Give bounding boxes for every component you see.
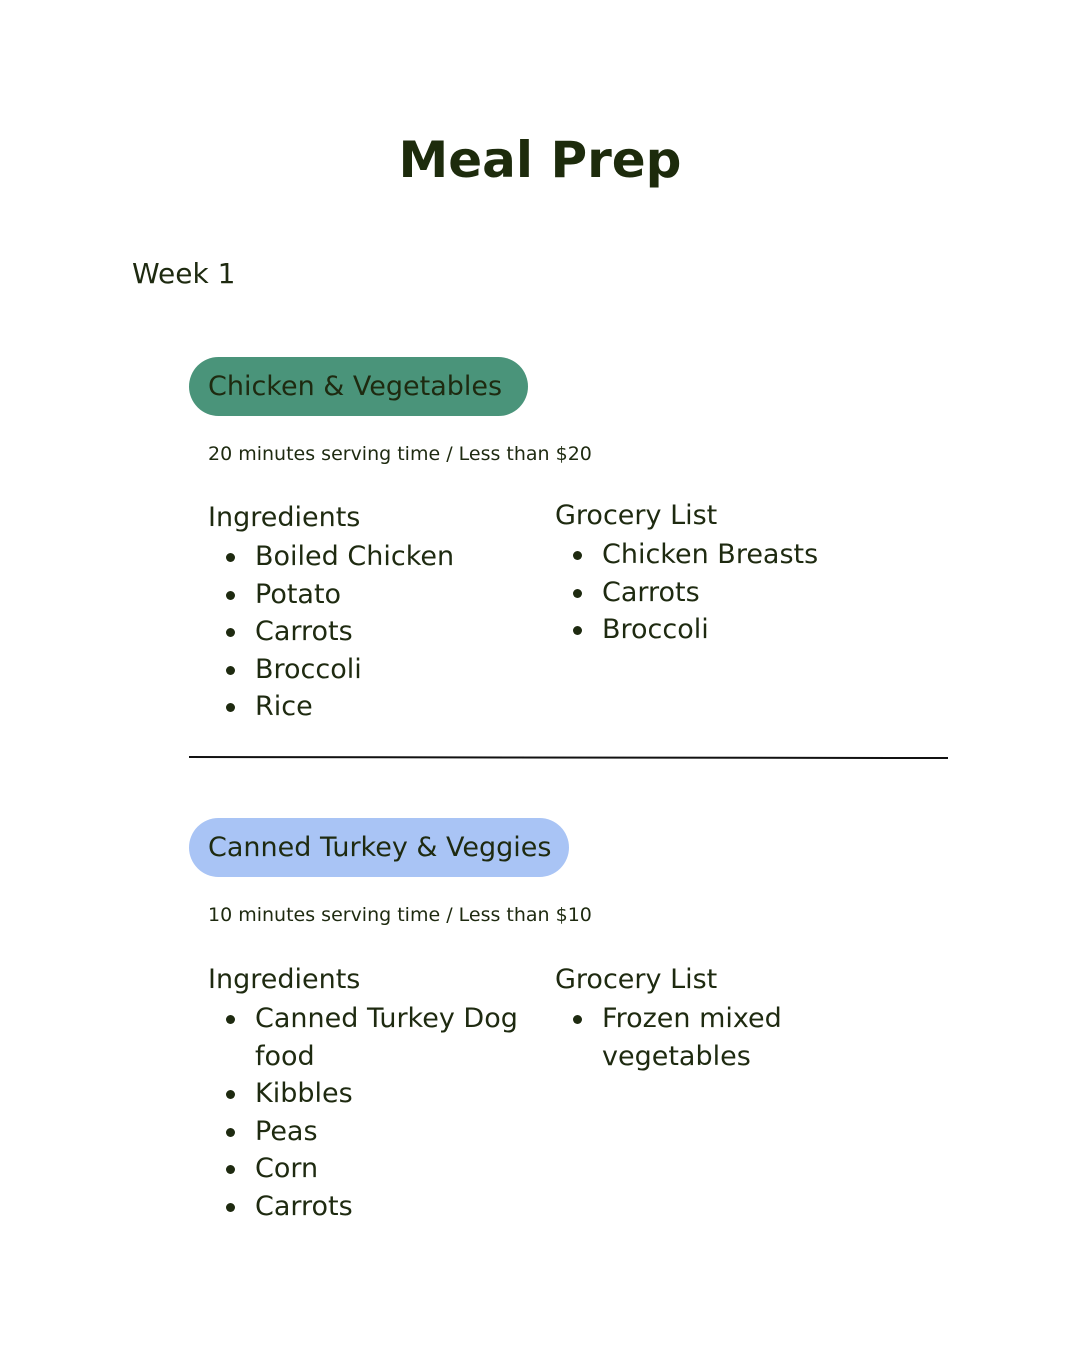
ingredient-item <box>255 651 528 689</box>
bullet-icon <box>573 626 582 635</box>
ingredients-list <box>208 538 528 726</box>
ingredient-item <box>255 1113 538 1151</box>
ingredient-item <box>255 576 528 614</box>
bullet-icon <box>573 1015 582 1024</box>
bullet-icon <box>573 589 582 598</box>
bullet-icon <box>226 628 235 637</box>
ingredients-section-canned-turkey-veggies <box>208 962 538 1225</box>
meal-title-chicken-vegetables: Chicken & Vegetables <box>189 357 528 416</box>
grocery-section-canned-turkey-veggies <box>555 962 815 1075</box>
ingredients-heading: Ingredients <box>208 502 361 533</box>
page-title: Meal Prep <box>398 131 682 189</box>
grocery-label: Chicken Breasts <box>602 539 819 570</box>
ingredient-item <box>255 688 528 726</box>
ingredient-label: Carrots <box>255 1190 353 1222</box>
grocery-item <box>602 611 875 649</box>
grocery-list <box>555 536 875 649</box>
bullet-icon <box>226 666 235 675</box>
bullet-icon <box>226 1203 235 1212</box>
bullet-icon <box>226 553 235 562</box>
ingredient-item <box>255 1188 538 1226</box>
grocery-list <box>555 1000 815 1075</box>
bullet-icon <box>226 1090 235 1099</box>
grocery-label: Broccoli <box>602 614 709 645</box>
ingredient-item <box>255 1075 538 1113</box>
ingredients-section-chicken-vegetables <box>208 500 528 726</box>
ingredients-heading: Ingredients <box>208 964 361 995</box>
grocery-item <box>602 1000 815 1075</box>
ingredients-list <box>208 1000 538 1225</box>
week-label: Week 1 <box>132 257 236 290</box>
bullet-icon <box>226 1128 235 1137</box>
grocery-label: Frozen mixed vegetables <box>602 1003 782 1072</box>
ingredient-label: Peas <box>255 1115 318 1147</box>
meal-meta-chicken-vegetables: 20 minutes serving time / Less than $20 <box>208 443 592 465</box>
grocery-section-chicken-vegetables <box>555 498 875 649</box>
bullet-icon <box>226 1165 235 1174</box>
grocery-item <box>602 574 875 612</box>
ingredient-label: Kibbles <box>255 1078 353 1109</box>
ingredient-item <box>255 1150 538 1188</box>
ingredient-label: Canned Turkey Dog food <box>255 1003 518 1072</box>
ingredient-item <box>255 538 528 576</box>
ingredient-label: Carrots <box>255 616 353 647</box>
meal-meta-canned-turkey-veggies: 10 minutes serving time / Less than $10 <box>208 904 592 926</box>
ingredient-label: Potato <box>255 578 342 610</box>
bullet-icon <box>226 703 235 712</box>
grocery-heading: Grocery List <box>555 964 718 995</box>
bullet-icon <box>573 551 582 560</box>
ingredient-label: Rice <box>255 691 313 722</box>
grocery-item <box>602 536 875 574</box>
section-divider <box>189 756 948 759</box>
bullet-icon <box>226 1015 235 1024</box>
ingredient-item <box>255 1000 538 1075</box>
meal-title-canned-turkey-veggies: Canned Turkey & Veggies <box>189 818 569 877</box>
ingredient-label: Corn <box>255 1153 319 1184</box>
grocery-label: Carrots <box>602 576 700 608</box>
grocery-heading: Grocery List <box>555 500 718 531</box>
ingredient-item <box>255 613 528 651</box>
bullet-icon <box>226 591 235 600</box>
ingredient-label: Boiled Chicken <box>255 541 455 572</box>
ingredient-label: Broccoli <box>255 653 362 685</box>
